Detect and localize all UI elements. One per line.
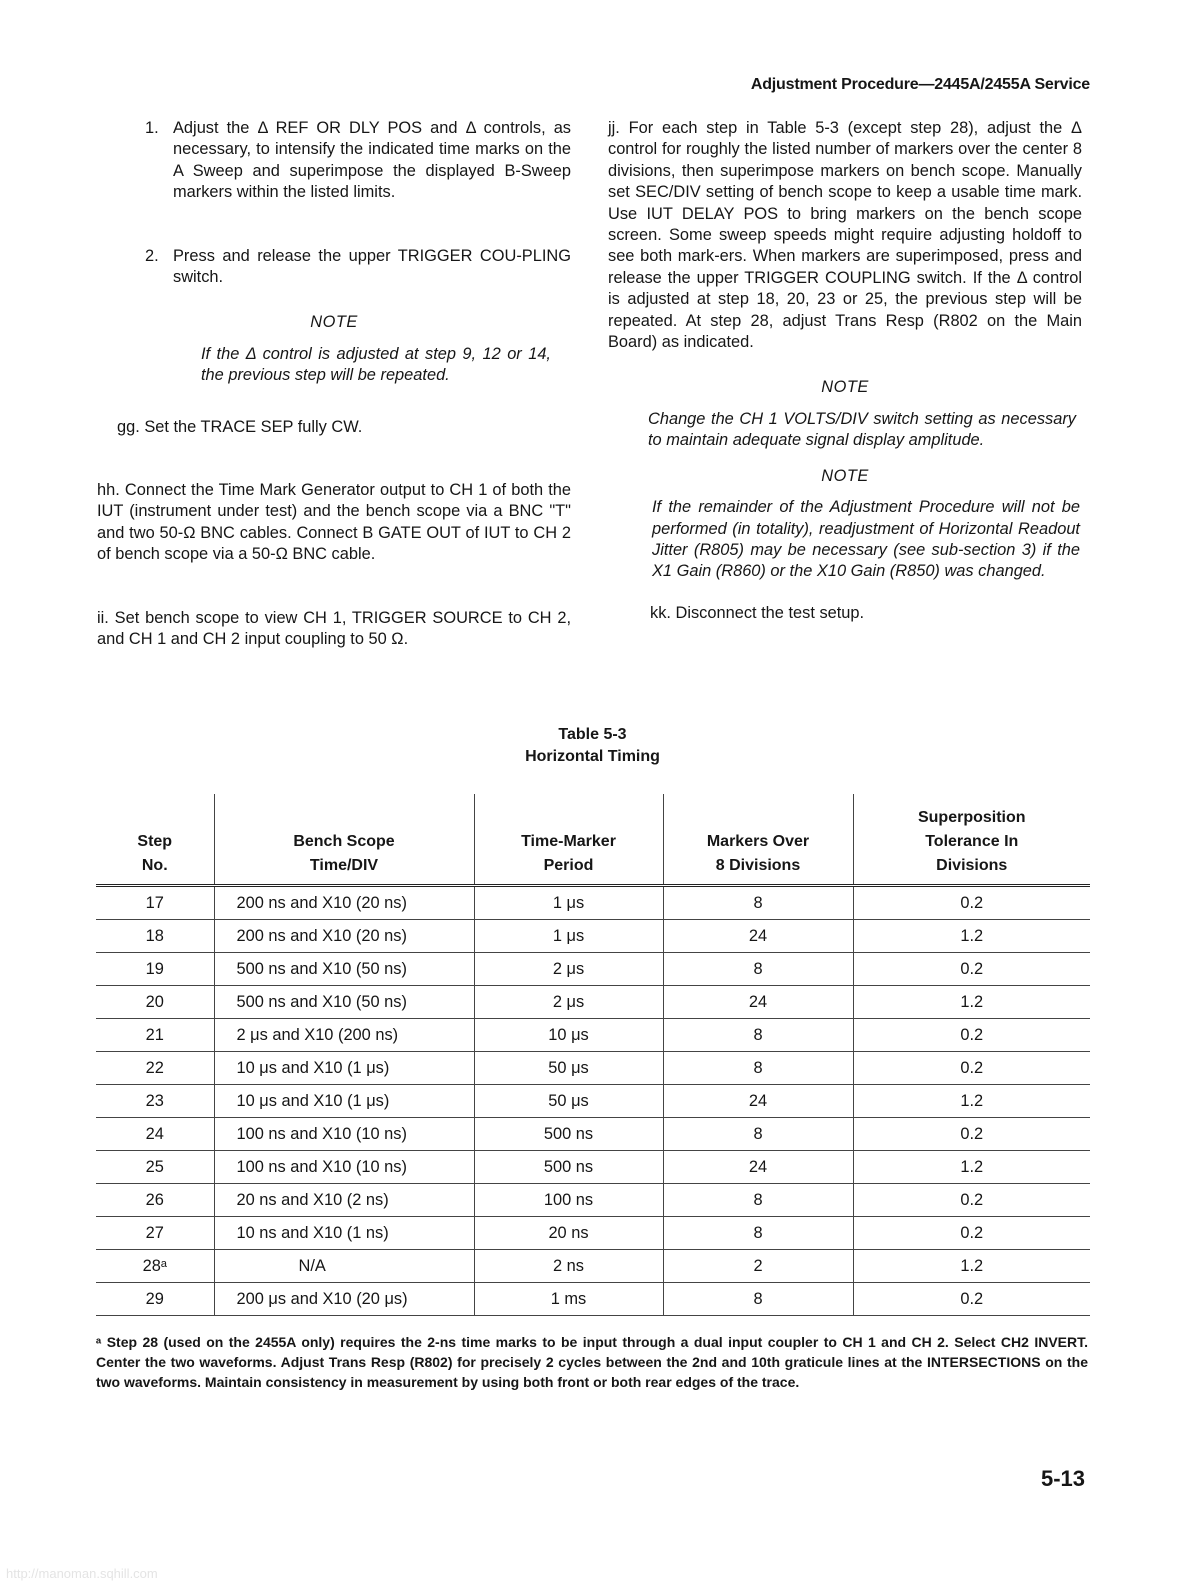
note-title: NOTE	[310, 313, 358, 332]
paragraph-gg: gg. Set the TRACE SEP fully CW.	[117, 417, 363, 436]
table-row	[96, 1283, 1090, 1316]
cell-bench: 2 μs and X10 (200 ns)	[214, 1019, 474, 1052]
note-title: NOTE	[821, 378, 869, 397]
note-body: If the remainder of the Adjustment Procedure will not be performed (in totality), readjustment of Horizontal Readout Jitter (R805) may be necessary (see sub-section 3) if the X1 Gain (R860) or the X10 Gain (R850) was changed.	[652, 498, 1080, 581]
cell-step: 24	[96, 1118, 214, 1151]
left-column	[97, 118, 571, 651]
paragraph-kk: kk. Disconnect the test setup.	[650, 603, 865, 622]
horizontal-timing-table	[96, 794, 1090, 1316]
cell-bench: 200 ns and X10 (20 ns)	[214, 886, 474, 920]
table-row	[96, 1118, 1090, 1151]
cell-tolerance: 0.2	[853, 1019, 1090, 1052]
table-row	[96, 1151, 1090, 1184]
cell-tolerance: 1.2	[853, 1151, 1090, 1184]
note-body: Change the CH 1 VOLTS/DIV switch setting as necessary to maintain adequate signal display amplitude.	[648, 409, 1076, 450]
cell-tolerance: 1.2	[853, 920, 1090, 953]
cell-period: 1 μs	[474, 920, 663, 953]
header-step-no: Step No.	[96, 794, 214, 886]
cell-markers: 8	[663, 1184, 853, 1217]
table-row	[96, 920, 1090, 953]
cell-step: 22	[96, 1052, 214, 1085]
cell-step: 19	[96, 953, 214, 986]
cell-tolerance: 1.2	[853, 986, 1090, 1019]
cell-bench: 100 ns and X10 (10 ns)	[214, 1151, 474, 1184]
header-superposition: Superposition Tolerance In Divisions	[853, 794, 1090, 886]
cell-bench: 20 ns and X10 (2 ns)	[214, 1184, 474, 1217]
cell-markers: 8	[663, 953, 853, 986]
cell-period: 1 ms	[474, 1283, 663, 1316]
cell-period: 10 μs	[474, 1019, 663, 1052]
table-title: Horizontal Timing	[525, 748, 660, 765]
cell-tolerance: 0.2	[853, 1217, 1090, 1250]
cell-period: 2 μs	[474, 986, 663, 1019]
cell-step: 29	[96, 1283, 214, 1316]
header-markers-over: Markers Over 8 Divisions	[663, 794, 853, 886]
cell-bench: 200 ns and X10 (20 ns)	[214, 920, 474, 953]
cell-step: 28ᵃ	[96, 1250, 214, 1283]
table-number: Table 5-3	[558, 726, 627, 743]
cell-bench: N/A	[214, 1250, 474, 1283]
step-number: 1.	[145, 119, 159, 137]
cell-bench: 100 ns and X10 (10 ns)	[214, 1118, 474, 1151]
cell-period: 500 ns	[474, 1118, 663, 1151]
cell-tolerance: 1.2	[853, 1250, 1090, 1283]
cell-markers: 8	[663, 1052, 853, 1085]
cell-tolerance: 0.2	[853, 1283, 1090, 1316]
cell-markers: 24	[663, 920, 853, 953]
cell-markers: 24	[663, 1151, 853, 1184]
cell-period: 50 μs	[474, 1085, 663, 1118]
cell-markers: 8	[663, 1283, 853, 1316]
header-time-marker: Time-Marker Period	[474, 794, 663, 886]
table-row	[96, 1052, 1090, 1085]
cell-bench: 10 ns and X10 (1 ns)	[214, 1217, 474, 1250]
table-row	[96, 1184, 1090, 1217]
cell-step: 21	[96, 1019, 214, 1052]
cell-tolerance: 1.2	[853, 1085, 1090, 1118]
cell-period: 1 μs	[474, 886, 663, 920]
cell-tolerance: 0.2	[853, 1184, 1090, 1217]
note-title: NOTE	[821, 466, 869, 485]
cell-step: 26	[96, 1184, 214, 1217]
cell-step: 17	[145, 893, 164, 912]
table-row	[96, 953, 1090, 986]
table-footnote: ᵃ Step 28 (used on the 2455A only) requires the 2-ns time marks to be input through a dual input coupler to CH 1 and CH 2. Select CH2 INVERT. Center the two waveforms. Adjust Trans Resp (R802) for precisely 2 cycles between the 2nd and 10th graticule lines at the INTERSECTIONS on the two waveforms. Maintain consistency in measurement by using both front or both rear edges of the trace.	[96, 1334, 1088, 1390]
paragraph-ii: ii. Set bench scope to view CH 1, TRIGGER SOURCE to CH 2, and CH 1 and CH 2 input coupling to 50 Ω.	[97, 608, 571, 649]
cell-bench: 10 μs and X10 (1 μs)	[214, 1085, 474, 1118]
right-column	[608, 118, 1082, 624]
cell-period: 100 ns	[474, 1184, 663, 1217]
table-row	[96, 1217, 1090, 1250]
cell-markers: 2	[663, 1250, 853, 1283]
step-1	[145, 118, 571, 204]
table-row	[96, 986, 1090, 1019]
cell-bench: 10 μs and X10 (1 μs)	[214, 1052, 474, 1085]
cell-period: 50 μs	[474, 1052, 663, 1085]
step-text: Press and release the upper TRIGGER COU-PLING switch.	[173, 246, 571, 287]
running-header: Adjustment Procedure—2445A/2455A Service	[750, 76, 1090, 93]
paragraph-hh: hh. Connect the Time Mark Generator output to CH 1 of both the IUT (instrument under test) and the bench scope via a BNC "T" and two 50-Ω BNC cables. Connect B GATE OUT of IUT to CH 2 of bench scope via a 50-Ω BNC cable.	[97, 481, 571, 564]
cell-step: 23	[96, 1085, 214, 1118]
cell-bench: 200 μs and X10 (20 μs)	[214, 1283, 474, 1316]
paragraph-jj: jj. For each step in Table 5-3 (except step 28), adjust the Δ control for roughly the listed number of markers over the center 8 divisions, then superimpose markers on bench scope. Manually set SEC/DIV setting of bench scope to keep a usable time mark. Use IUT DELAY POS to bring markers on the bench scope screen. Some sweep speeds might require adjusting holdoff to see both mark-ers. When markers are superimposed, press and release the upper TRIGGER COUPLING switch. If the Δ control is adjusted at step 18, 20, 23 or 25, the previous step will be repeated. At step 28, adjust Trans Resp (R802 on the Main Board) as indicated.	[608, 119, 1082, 352]
table-caption	[0, 724, 1185, 768]
cell-bench: 500 ns and X10 (50 ns)	[214, 953, 474, 986]
cell-markers: 8	[663, 1019, 853, 1052]
cell-tolerance: 0.2	[853, 886, 1090, 920]
cell-tolerance: 0.2	[853, 1052, 1090, 1085]
cell-markers: 24	[663, 1085, 853, 1118]
cell-period: 500 ns	[474, 1151, 663, 1184]
cell-markers: 24	[663, 986, 853, 1019]
step-text: Adjust the Δ REF OR DLY POS and Δ controls, as necessary, to intensify the indicated time marks on the A Sweep and superimpose the displayed B-Sweep markers within the listed limits.	[173, 119, 571, 202]
step-number: 2.	[145, 246, 159, 265]
cell-tolerance: 0.2	[853, 953, 1090, 986]
cell-period: 20 ns	[474, 1217, 663, 1250]
table-row	[96, 1085, 1090, 1118]
cell-tolerance: 0.2	[853, 1118, 1090, 1151]
watermark-url: http://manoman.sqhill.com	[6, 1566, 158, 1581]
cell-step: 25	[96, 1151, 214, 1184]
cell-step: 18	[96, 920, 214, 953]
table-row	[96, 1019, 1090, 1052]
header-bench-scope: Bench Scope Time/DIV	[214, 794, 474, 886]
table-row	[96, 886, 1090, 920]
table-header-row	[96, 794, 1090, 886]
cell-markers: 8	[663, 886, 853, 920]
note-body: If the Δ control is adjusted at step 9, 12 or 14, the previous step will be repeated.	[201, 344, 551, 385]
cell-period: 2 ns	[474, 1250, 663, 1283]
cell-markers: 8	[663, 1217, 853, 1250]
page-number: 5-13	[1040, 1466, 1085, 1491]
cell-bench: 500 ns and X10 (50 ns)	[214, 986, 474, 1019]
table-row	[96, 1250, 1090, 1283]
cell-step: 20	[96, 986, 214, 1019]
step-2	[145, 246, 571, 289]
cell-markers: 8	[663, 1118, 853, 1151]
cell-step: 27	[96, 1217, 214, 1250]
cell-period: 2 μs	[474, 953, 663, 986]
